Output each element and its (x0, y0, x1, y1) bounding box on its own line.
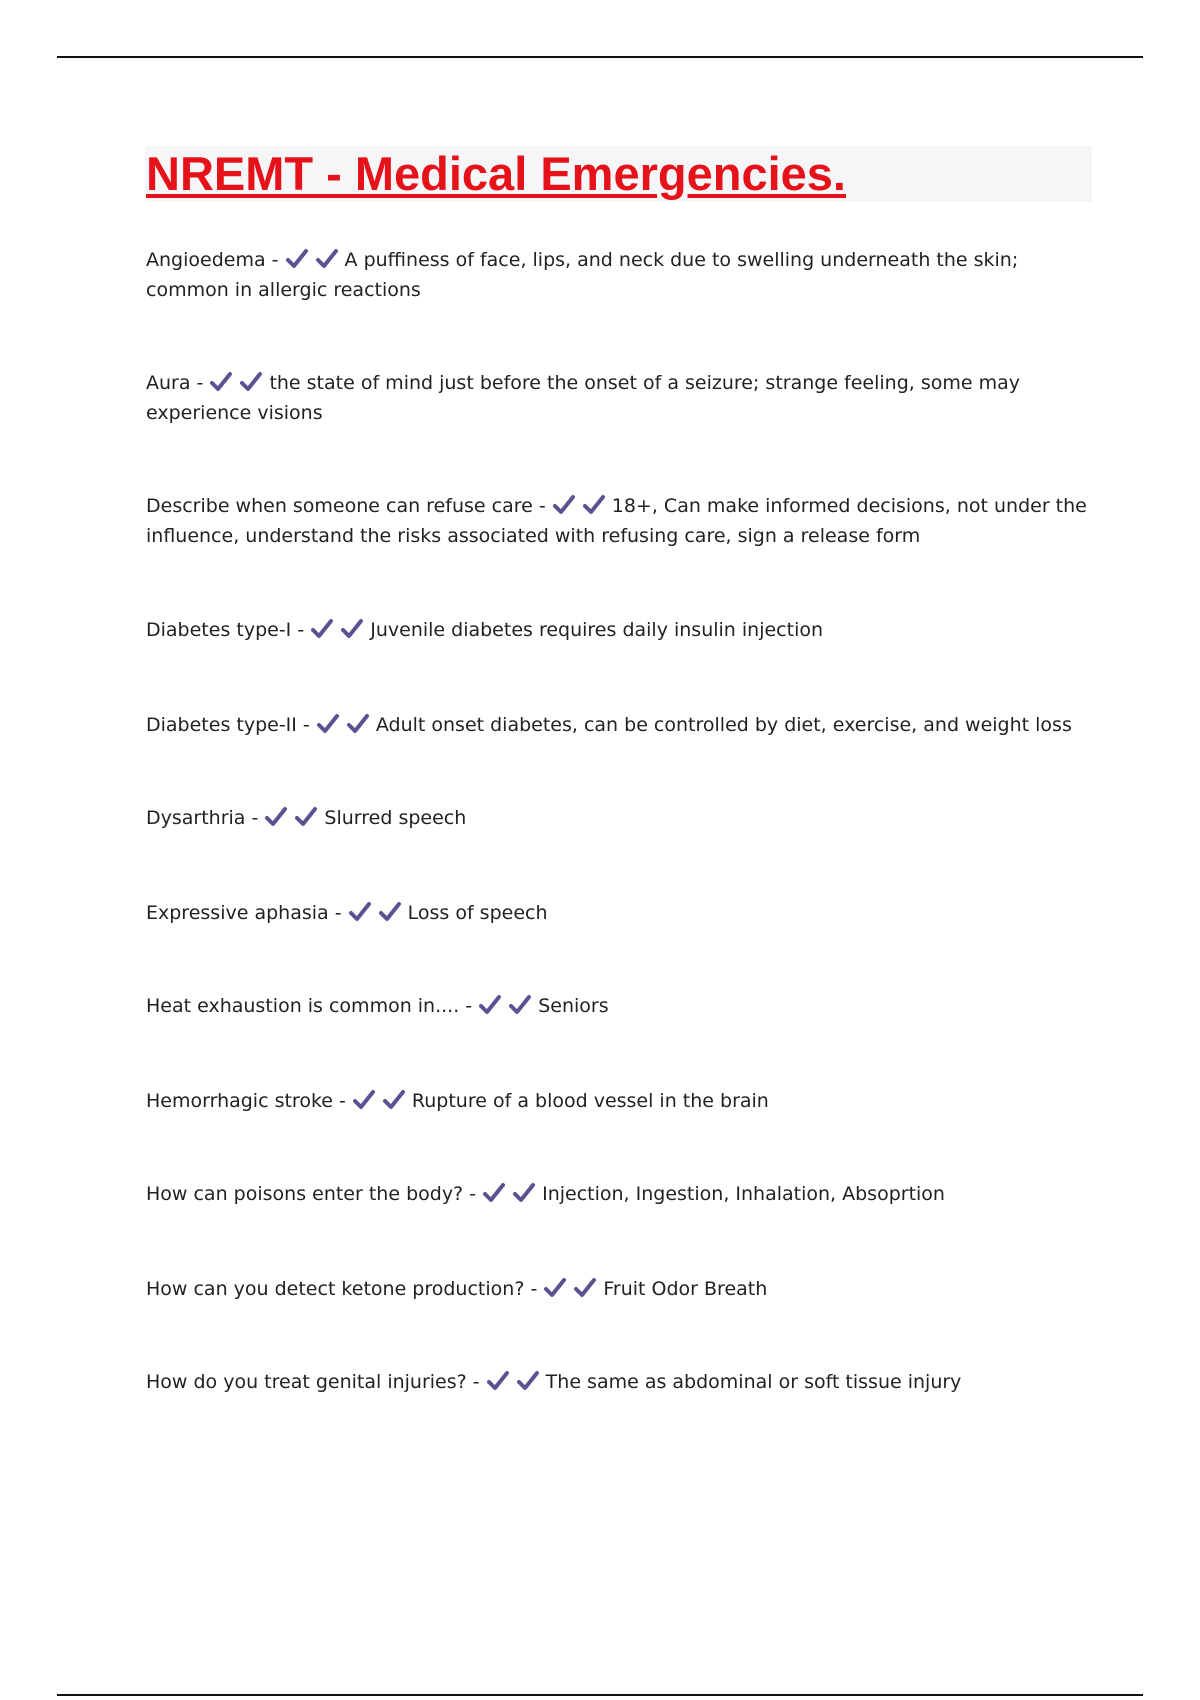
entry-term: Heat exhaustion is common in.... - (146, 995, 473, 1017)
entry-term: Diabetes type-II - (146, 714, 310, 736)
entry-definition: Seniors (538, 995, 609, 1017)
entry-term: Diabetes type-I - (146, 619, 305, 641)
entry-definition: the state of mind just before the onset of a seizure; strange feeling, some may experience visions (146, 372, 1021, 424)
checkmark-icon (239, 371, 263, 393)
checkmark-icon (516, 1370, 540, 1392)
top-rule (57, 56, 1143, 58)
checkmark-icon (573, 1277, 597, 1299)
document-title: NREMT - Medical Emergencies. (146, 147, 846, 200)
list-item (146, 615, 1106, 645)
checkmark-icon (310, 618, 334, 640)
checkmark-icon (508, 994, 532, 1016)
entry-definition: Loss of speech (407, 902, 548, 924)
checkmark-icon (348, 901, 372, 923)
checkmark-icon (486, 1370, 510, 1392)
list-item (146, 991, 1106, 1021)
checkmark-icon (382, 1089, 406, 1111)
checkmark-icon (346, 713, 370, 735)
checkmark-icon (285, 248, 309, 270)
entry-definition: Injection, Ingestion, Inhalation, Absoprtion (542, 1183, 945, 1205)
checkmark-icon (552, 494, 576, 516)
entry-definition: A puffiness of face, lips, and neck due to swelling underneath the skin; common in allergic reactions (146, 249, 1019, 301)
list-item (146, 1086, 1106, 1116)
list-item (146, 803, 1106, 833)
list-item (146, 1179, 1106, 1209)
entry-definition: Slurred speech (324, 807, 467, 829)
entry-term: How can you detect ketone production? - (146, 1278, 538, 1300)
entry-definition: Rupture of a blood vessel in the brain (411, 1090, 769, 1112)
checkmark-icon (543, 1277, 567, 1299)
checkmark-icon (315, 248, 339, 270)
entry-definition: The same as abdominal or soft tissue injury (545, 1371, 962, 1393)
entry-term: Aura - (146, 372, 204, 394)
entry-definition: Fruit Odor Breath (603, 1278, 768, 1300)
checkmark-icon (482, 1182, 506, 1204)
list-item (146, 491, 1106, 551)
list-item (146, 368, 1106, 428)
entry-definition: 18+, Can make informed decisions, not under the influence, understand the risks associated with refusing care, sign a release form (146, 495, 1087, 547)
list-item (146, 710, 1106, 740)
entry-term: Hemorrhagic stroke - (146, 1090, 346, 1112)
checkmark-icon (340, 618, 364, 640)
entry-definition: Juvenile diabetes requires daily insulin injection (370, 619, 824, 641)
entry-term: How do you treat genital injuries? - (146, 1371, 480, 1393)
checkmark-icon (378, 901, 402, 923)
bottom-rule (57, 1694, 1143, 1696)
entry-term: Dysarthria - (146, 807, 259, 829)
checkmark-icon (512, 1182, 536, 1204)
entry-definition: Adult onset diabetes, can be controlled by diet, exercise, and weight loss (375, 714, 1072, 736)
checkmark-icon (478, 994, 502, 1016)
entry-term: Describe when someone can refuse care - (146, 495, 546, 517)
checkmark-icon (316, 713, 340, 735)
list-item (146, 1274, 1106, 1304)
checkmark-icon (582, 494, 606, 516)
list-item (146, 898, 1106, 928)
entry-term: Angioedema - (146, 249, 279, 271)
checkmark-icon (294, 806, 318, 828)
list-item (146, 1367, 1106, 1397)
list-item (146, 245, 1106, 305)
checkmark-icon (264, 806, 288, 828)
entry-term: Expressive aphasia - (146, 902, 342, 924)
checkmark-icon (209, 371, 233, 393)
entry-term: How can poisons enter the body? - (146, 1183, 477, 1205)
checkmark-icon (352, 1089, 376, 1111)
